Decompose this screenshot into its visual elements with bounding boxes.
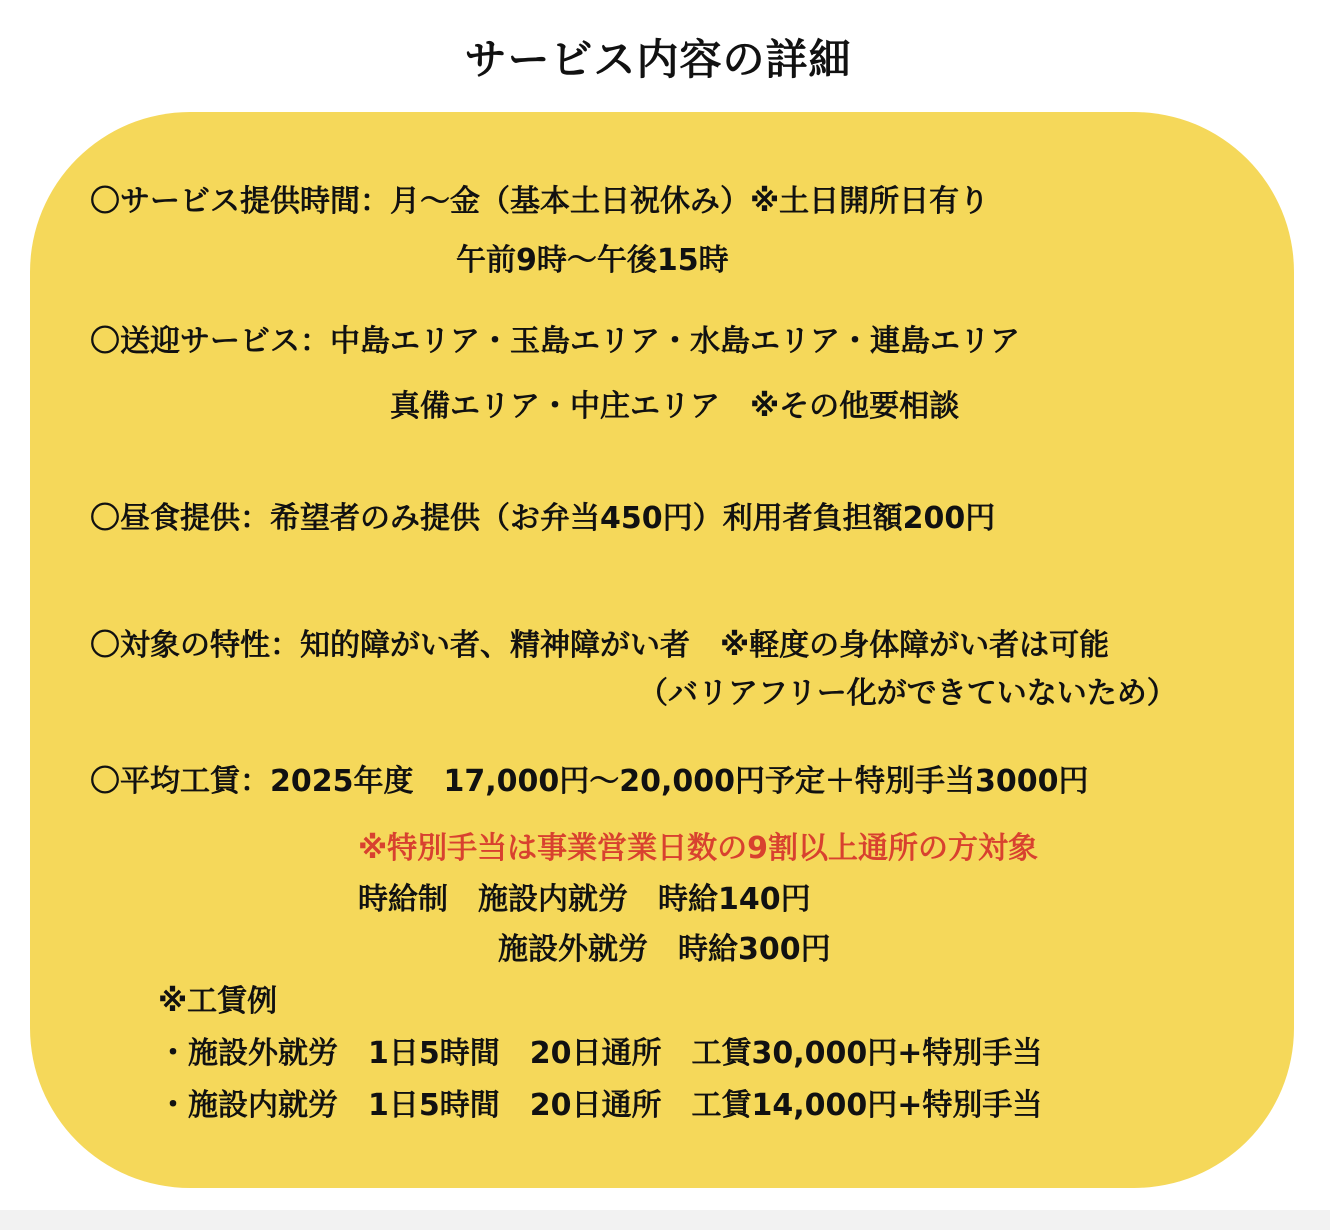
service-hours-time-line: 午前9時〜午後15時 xyxy=(456,243,729,278)
wage-example-outside: ・施設外就労 1日5時間 20日通所 工賃30,000円+特別手当 xyxy=(158,1036,1043,1071)
bottom-margin-strip xyxy=(0,1210,1330,1230)
average-wage-line: 〇平均工賃：2025年度 17,000円〜20,000円予定＋特別手当3000円 xyxy=(90,764,1089,799)
service-hours-line: 〇サービス提供時間：月〜金（基本土日祝休み）※土日開所日有り xyxy=(90,184,990,219)
bonus-condition-note: ※特別手当は事業営業日数の9割以上通所の方対象 xyxy=(358,831,1039,866)
target-characteristics-line: 〇対象の特性：知的障がい者、精神障がい者 ※軽度の身体障がい者は可能 xyxy=(90,628,1110,663)
wage-example-inside: ・施設内就労 1日5時間 20日通所 工賃14,000円+特別手当 xyxy=(158,1088,1043,1123)
hourly-wage-inside-line: 時給制 施設内就労 時給140円 xyxy=(358,882,811,917)
transport-service-line: 〇送迎サービス：中島エリア・玉島エリア・水島エリア・連島エリア xyxy=(90,324,1020,359)
lunch-service-line: 〇昼食提供：希望者のみ提供（お弁当450円）利用者負担額200円 xyxy=(90,501,996,536)
hourly-wage-outside-line: 施設外就労 時給300円 xyxy=(498,932,831,967)
wage-example-heading: ※工賃例 xyxy=(158,984,278,1019)
transport-areas-line: 真備エリア・中庄エリア ※その他要相談 xyxy=(390,389,960,424)
page-title: サービス内容の詳細 xyxy=(464,35,852,84)
target-note-line: （バリアフリー化ができていないため） xyxy=(638,676,1177,711)
